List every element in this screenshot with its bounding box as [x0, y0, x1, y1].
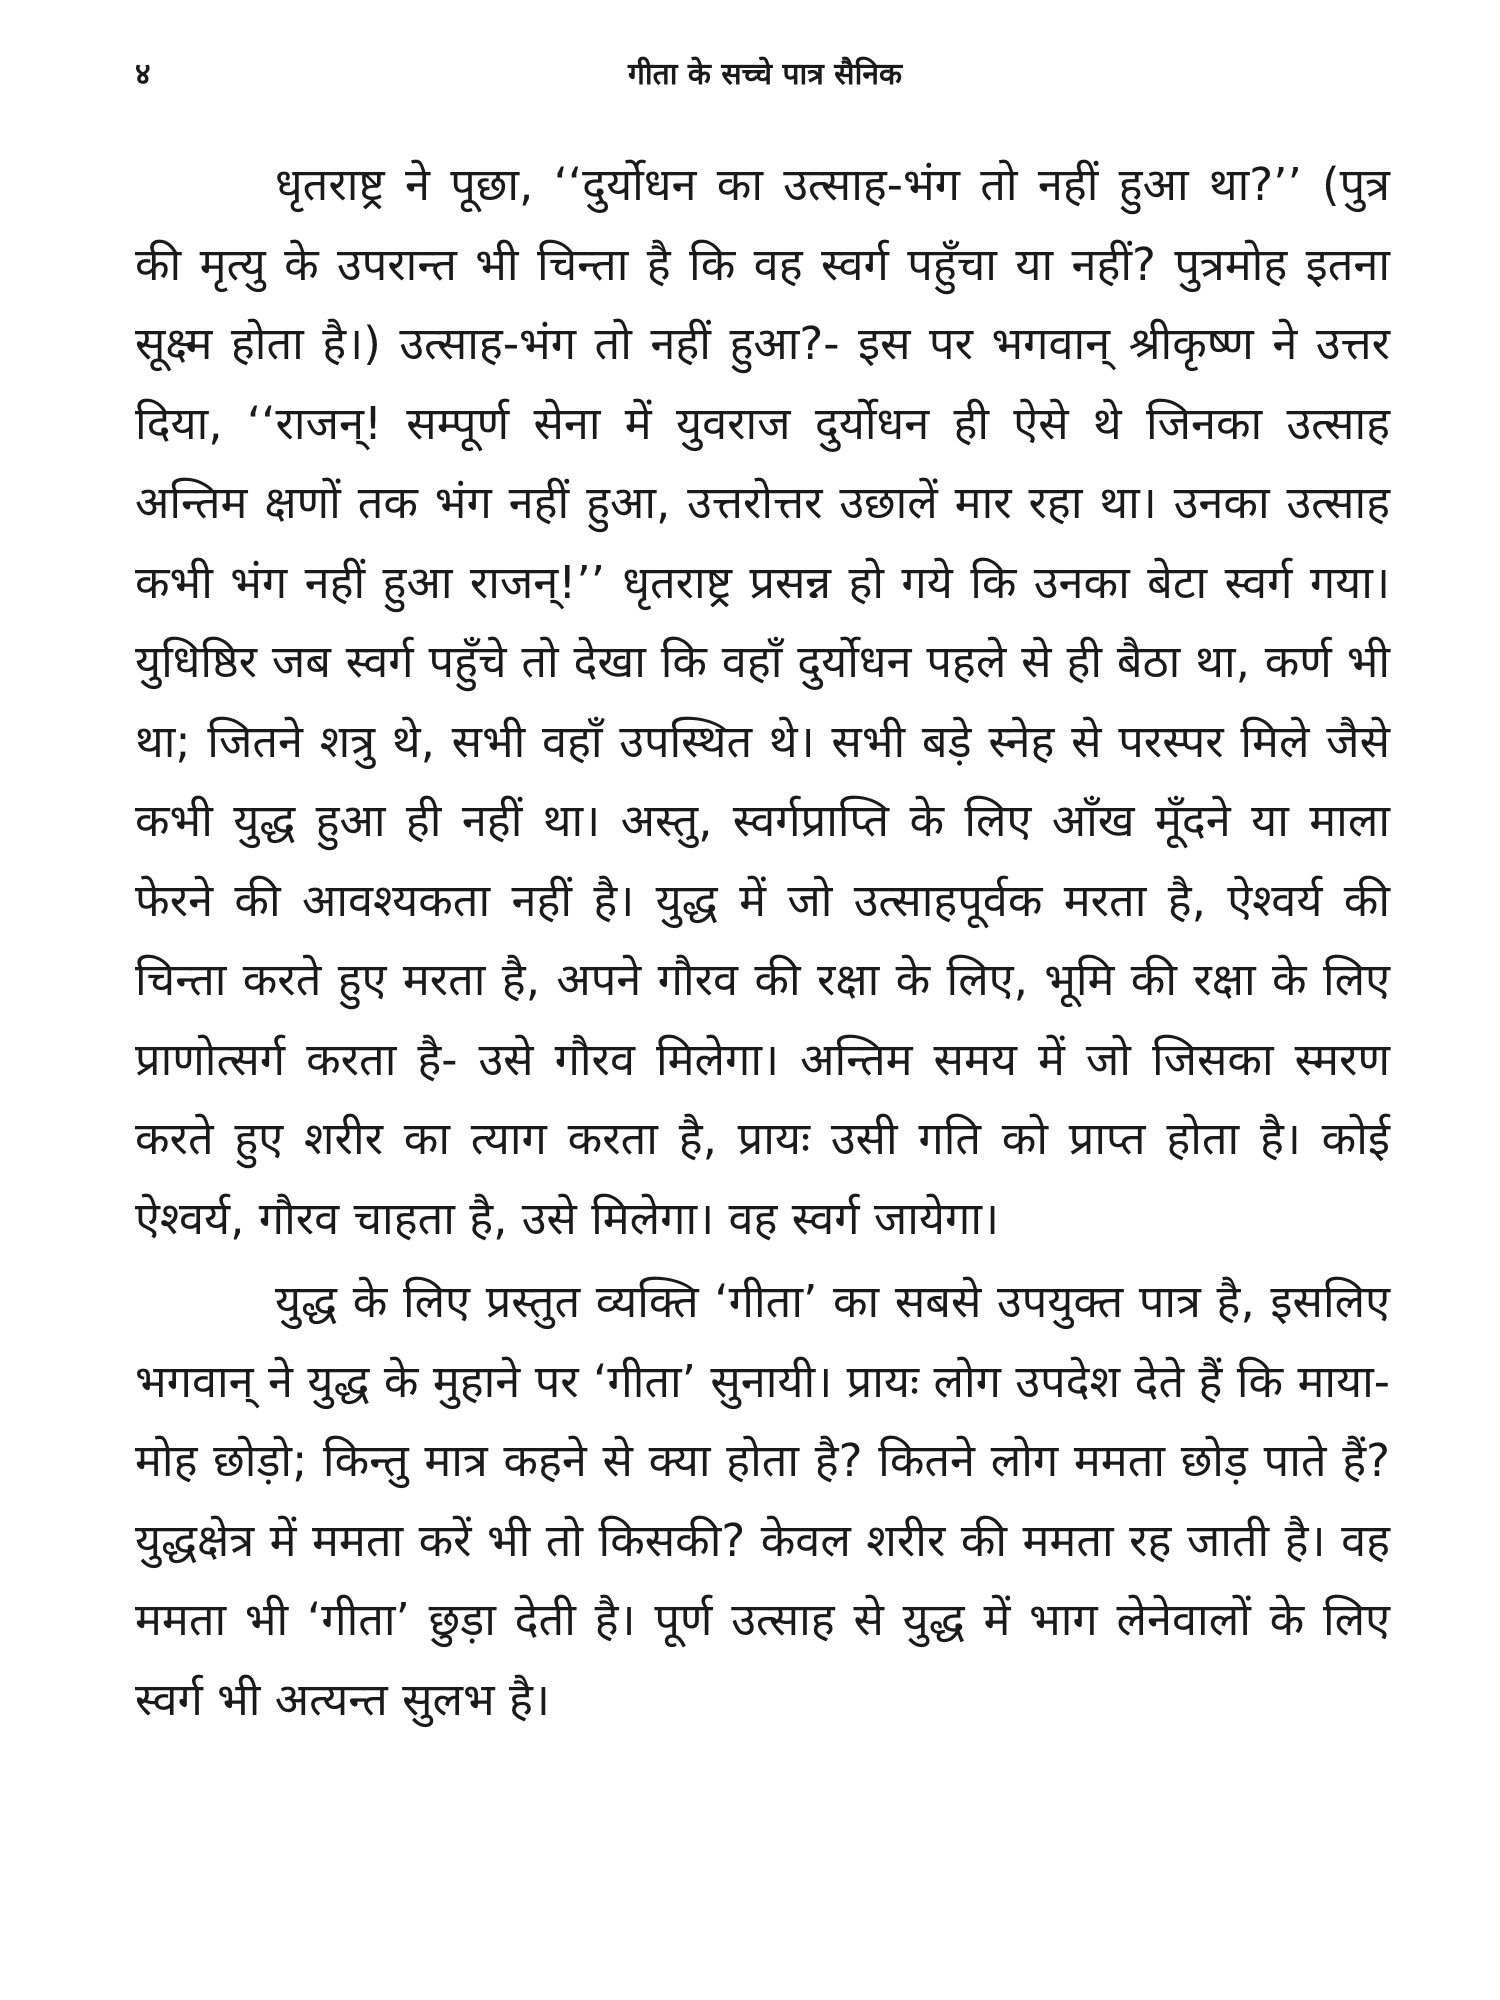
header-title: गीता के सच्चे पात्र सैनिक [627, 57, 903, 92]
body-text [135, 145, 1390, 1739]
paragraph-1: धृतराष्ट्र ने पूछा, ‘‘दुर्योधन का उत्साह-भंग तो नहीं हुआ था?’’ (पुत्र की मृत्यु के उपरान्त भी चिन्ता है कि वह स्वर्ग पहुँचा या नहीं? पुत्रमोह इतना सूक्ष्म होता है।) उत्साह-भंग तो नहीं हुआ?- इस पर भगवान् श्रीकृष्ण ने उत्तर दिया, ‘‘राजन्! सम्पूर्ण सेना में युवराज दुर्योधन ही ऐसे थे जिनका उत्साह अन्तिम क्षणों तक भंग नहीं हुआ, उत्तरोत्तर उछालें मार रहा था। उनका उत्साह कभी भंग नहीं हुआ राजन्!’’ धृतराष्ट्र प्रसन्न हो गये कि उनका बेटा स्वर्ग गया। युधिष्ठिर जब स्वर्ग पहुँचे तो देखा कि वहाँ दुर्योधन पहले से ही बैठा था, कर्ण भी था; जितने शत्रु थे, सभी वहाँ उपस्थित थे। सभी बड़े स्नेह से परस्पर मिले जैसे कभी युद्ध हुआ ही नहीं था। अस्तु, स्वर्गप्राप्ति के लिए आँख मूँदने या माला फेरने की आवश्यकता नहीं है। युद्ध में जो उत्साहपूर्वक मरता है, ऐश्वर्य की चिन्ता करते हुए मरता है, अपने गौरव की रक्षा के लिए, भूमि की रक्षा के लिए प्राणोत्सर्ग करता है- उसे गौरव मिलेगा। अन्तिम समय में जो जिसका स्मरण करते हुए शरीर का त्याग करता है, प्रायः उसी गति को प्राप्त होता है। कोई ऐश्वर्य, गौरव चाहता है, उसे मिलेगा। वह स्वर्ग जायेगा। [135, 158, 1390, 1245]
paragraph-2: युद्ध के लिए प्रस्तुत व्यक्ति ‘गीता’ का सबसे उपयुक्त पात्र है, इसलिए भगवान् ने युद्ध के मुहाने पर ‘गीता’ सुनायी। प्रायः लोग उपदेश देते हैं कि माया-मोह छोड़ो; किन्तु मात्र कहने से क्या होता है? कितने लोग ममता छोड़ पाते हैं? युद्धक्षेत्र में ममता करें भी तो किसकी? केवल शरीर की ममता रह जाती है। वह ममता भी ‘गीता’ छुड़ा देती है। पूर्ण उत्साह से युद्ध में भाग लेनेवालों के लिए स्वर्ग भी अत्यन्त सुलभ है। [135, 1275, 1390, 1726]
running-header [135, 50, 1395, 100]
page-number: ४ [135, 57, 151, 92]
